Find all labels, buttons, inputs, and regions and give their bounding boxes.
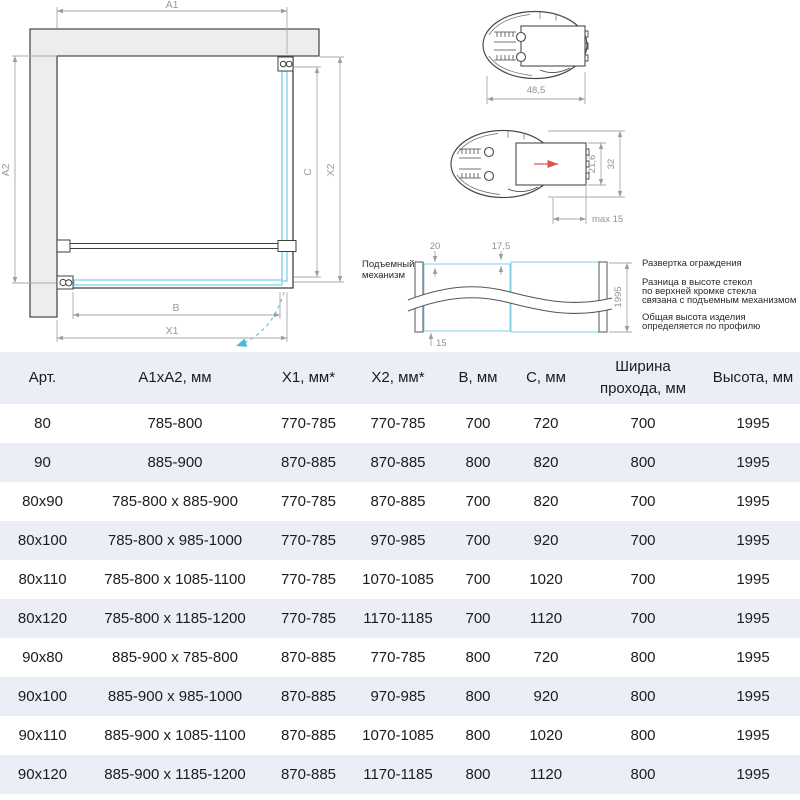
table-cell: 870-885	[280, 454, 337, 471]
table-cell: 700	[465, 532, 491, 549]
header-height: Высота, мм	[706, 352, 800, 404]
table-cell: 970-985	[370, 532, 426, 549]
table-row	[0, 443, 800, 482]
header-a1xa2: A1xA2, мм	[85, 352, 265, 404]
header-art: Арт.	[0, 352, 85, 404]
table-cell: 800	[630, 649, 656, 666]
table-row	[0, 755, 800, 794]
table-cell: 785-800	[147, 415, 203, 432]
dim-a2-label: A2	[0, 163, 12, 177]
header-x1: X1, мм*	[265, 352, 352, 404]
table-cell: 920	[533, 688, 559, 705]
dim-max-15-label: max 15	[592, 214, 624, 225]
table-cell: 785-800 x 985-1000	[107, 532, 243, 549]
table-cell: 1070-1085	[362, 727, 434, 744]
dim-21-6-label: 21,6	[587, 154, 598, 174]
table-cell: 770-785	[280, 493, 337, 510]
table-cell: 1995	[736, 766, 770, 783]
profile-section-closed	[483, 12, 588, 105]
table-cell: 885-900 x 1085-1100	[104, 727, 246, 744]
table-cell: 770-785	[280, 532, 337, 549]
dim-48-5-label: 48,5	[526, 85, 546, 96]
table-cell: 870-885	[280, 649, 337, 666]
dim-a1-label: A1	[165, 0, 179, 11]
header-c: C, мм	[512, 352, 580, 404]
table-cell: 770-785	[370, 415, 426, 432]
table-cell: 770-785	[280, 610, 337, 627]
table-cell: 700	[465, 493, 491, 510]
note-line: Развертка ограждения	[642, 258, 742, 269]
table-cell: 870-885	[370, 493, 426, 510]
table-cell: 1995	[736, 649, 770, 666]
table-cell: 800	[630, 688, 656, 705]
table-cell: 80x120	[17, 610, 68, 627]
table-cell: 90x100	[17, 688, 68, 705]
table-cell: 770-785	[370, 649, 426, 666]
table-cell: 700	[630, 532, 656, 549]
table-cell: 800	[465, 649, 491, 666]
table-cell: 870-885	[280, 688, 337, 705]
note-line: определяется по профилю	[642, 321, 761, 332]
table-cell: 1995	[736, 610, 770, 627]
table-cell: 785-800 x 1085-1100	[104, 571, 246, 588]
plan-walls	[30, 29, 319, 317]
table-row	[0, 599, 800, 638]
table-cell: 1120	[529, 610, 563, 627]
table-cell: 700	[630, 610, 656, 627]
header-passage-width: Ширина прохода, мм	[580, 352, 706, 404]
table-cell: 800	[465, 688, 491, 705]
plan-frame-outline	[57, 56, 293, 288]
mechanism-label-line1: Подъемный	[362, 259, 415, 270]
table-cell: 720	[533, 415, 559, 432]
table-cell: 820	[533, 454, 559, 471]
table-cell: 970-985	[370, 688, 426, 705]
table-cell: 785-800 x 885-900	[112, 493, 238, 510]
table-cell: 770-785	[280, 571, 337, 588]
plan-fixed-glass	[74, 280, 282, 285]
table-cell: 90x120	[17, 766, 68, 783]
table-cell: 1070-1085	[362, 571, 434, 588]
unfold-view	[362, 241, 796, 349]
table-cell: 1170-1185	[363, 610, 433, 627]
spec-table-header	[0, 352, 800, 404]
table-cell: 870-885	[370, 454, 426, 471]
table-cell: 80x100	[17, 532, 68, 549]
unfold-right-profile	[599, 262, 607, 332]
table-cell: 1020	[529, 727, 563, 744]
table-row	[0, 560, 800, 599]
table-row	[0, 677, 800, 716]
table-cell: 700	[630, 571, 656, 588]
profile1-glass-pocket	[521, 26, 585, 66]
spec-table	[0, 352, 800, 794]
table-cell: 80	[34, 415, 51, 432]
header-row	[0, 352, 800, 404]
table-cell: 800	[465, 766, 491, 783]
table-cell: 870-885	[280, 727, 337, 744]
table-cell: 700	[630, 415, 656, 432]
mechanism-label-line2: механизм	[362, 270, 405, 281]
table-cell: 885-900 x 1185-1200	[104, 766, 246, 783]
header-b: B, мм	[444, 352, 512, 404]
spec-table-body	[0, 404, 800, 794]
table-row	[0, 716, 800, 755]
dim-20-label: 20	[429, 241, 441, 252]
dim-1995-label: 1995	[613, 286, 624, 308]
dim-x2-label: X2	[325, 163, 337, 177]
table-cell: 1120	[529, 766, 563, 783]
table-cell: 885-900 x 785-800	[112, 649, 238, 666]
dim-x1-label: X1	[165, 325, 179, 337]
table-cell: 80x110	[18, 571, 67, 588]
dim-b-label: B	[172, 302, 180, 314]
technical-drawing-area	[0, 0, 800, 352]
note-line: по верхней кромке стекла	[642, 286, 757, 297]
table-cell: 1995	[736, 415, 770, 432]
note-line: Общая высота изделия	[642, 312, 746, 323]
table-cell: 800	[630, 454, 656, 471]
table-cell: 800	[465, 454, 491, 471]
technical-drawing-svg	[0, 0, 800, 352]
table-cell: 700	[465, 610, 491, 627]
dim-c-label: C	[302, 168, 314, 176]
unfold-notes	[642, 258, 796, 332]
table-cell: 1995	[736, 727, 770, 744]
table-cell: 885-900	[147, 454, 203, 471]
table-cell: 785-800 x 1185-1200	[104, 610, 246, 627]
note-line: Разница в высоте стекол	[642, 277, 753, 288]
table-cell: 820	[533, 493, 559, 510]
table-cell: 90x110	[18, 727, 67, 744]
wall-profile-detail	[57, 276, 73, 289]
table-cell: 770-785	[280, 415, 337, 432]
table-cell: 800	[630, 766, 656, 783]
table-cell: 1995	[736, 493, 770, 510]
table-cell: 700	[465, 415, 491, 432]
support-bar	[57, 240, 296, 252]
hinge-detail	[278, 57, 293, 71]
table-cell: 90x80	[22, 649, 63, 666]
table-cell: 920	[533, 532, 559, 549]
table-cell: 700	[465, 571, 491, 588]
header-x2: X2, мм*	[352, 352, 444, 404]
dim-max-15	[553, 186, 586, 224]
table-cell: 1995	[736, 532, 770, 549]
table-cell: 1995	[736, 571, 770, 588]
note-line: связана с подъемным механизмом	[642, 295, 797, 306]
dim-32-label: 32	[606, 158, 617, 170]
table-cell: 1995	[736, 454, 770, 471]
profile-section-extended	[451, 131, 625, 226]
table-cell: 80x90	[22, 493, 63, 510]
dim-17-5-label: 17,5	[491, 241, 511, 252]
table-cell: 870-885	[280, 766, 337, 783]
table-cell: 885-900 x 985-1000	[107, 688, 243, 705]
table-cell: 1170-1185	[363, 766, 433, 783]
table-cell: 700	[630, 493, 656, 510]
table-row	[0, 482, 800, 521]
table-cell: 800	[465, 727, 491, 744]
table-row	[0, 521, 800, 560]
table-cell: 90	[34, 454, 51, 471]
table-cell: 1995	[736, 688, 770, 705]
table-row	[0, 404, 800, 443]
dim-15-label: 15	[436, 338, 447, 349]
table-row	[0, 638, 800, 677]
table-cell: 800	[630, 727, 656, 744]
table-cell: 1020	[529, 571, 563, 588]
table-cell: 720	[533, 649, 559, 666]
plan-view	[0, 0, 344, 346]
